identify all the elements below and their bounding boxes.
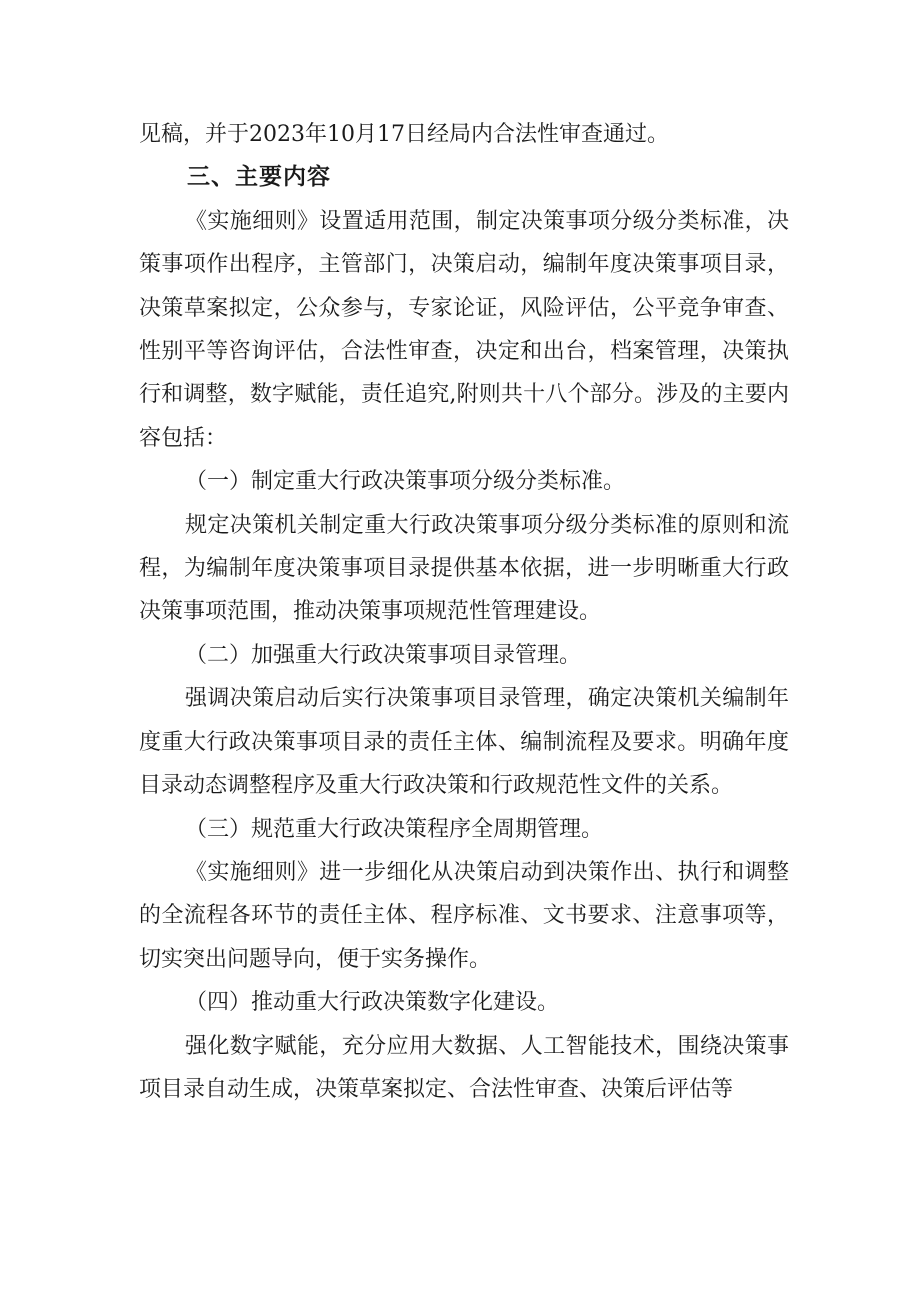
document-body	[139, 113, 789, 1111]
paragraph-intro-continuation: 见稿，并于2023年10月17日经局内合法性审查通过。	[139, 122, 669, 147]
subheading-3: （三）规范重大行政决策程序全周期管理。	[185, 816, 604, 842]
paragraph-overview: 《实施细则》设置适用范围，制定决策事项分级分类标准，决策事项作出程序，主管部门，决策启动，编制年度决策事项目录，决策草案拟定，公众参与，专家论证，风险评估，公平竞争审查、性别平等咨询评估，合法性审查，决定和出台，档案管理，决策执行和调整，数字赋能，责任追究,附则共十八个部分。涉及的主要内容包括：	[139, 208, 789, 451]
paragraph-4: 强化数字赋能，充分应用大数据、人工智能技术，围绕决策事项目录自动生成，决策草案拟定、合法性审查、决策后评估等	[139, 1033, 789, 1102]
subheading-4: （四）推动重大行政决策数字化建设。	[185, 990, 560, 1016]
subheading-2: （二）加强重大行政决策事项目录管理。	[185, 642, 582, 668]
paragraph-1: 规定决策机关制定重大行政决策事项分级分类标准的原则和流程，为编制年度决策事项目录提供基本依据，进一步明晰重大行政决策事项范围，推动决策事项规范性管理建设。	[139, 512, 789, 625]
subheading-1: （一）制定重大行政决策事项分级分类标准。	[185, 469, 626, 495]
paragraph-2: 强调决策启动后实行决策事项目录管理，确定决策机关编制年度重大行政决策事项目录的责任主体、编制流程及要求。明确年度目录动态调整程序及重大行政决策和行政规范性文件的关系。	[139, 686, 789, 799]
paragraph-3: 《实施细则》进一步细化从决策启动到决策作出、执行和调整的全流程各环节的责任主体、程序标准、文书要求、注意事项等，切实突出问题导向，便于实务操作。	[139, 859, 789, 972]
section-heading-main-content: 三、主要内容	[187, 164, 331, 191]
